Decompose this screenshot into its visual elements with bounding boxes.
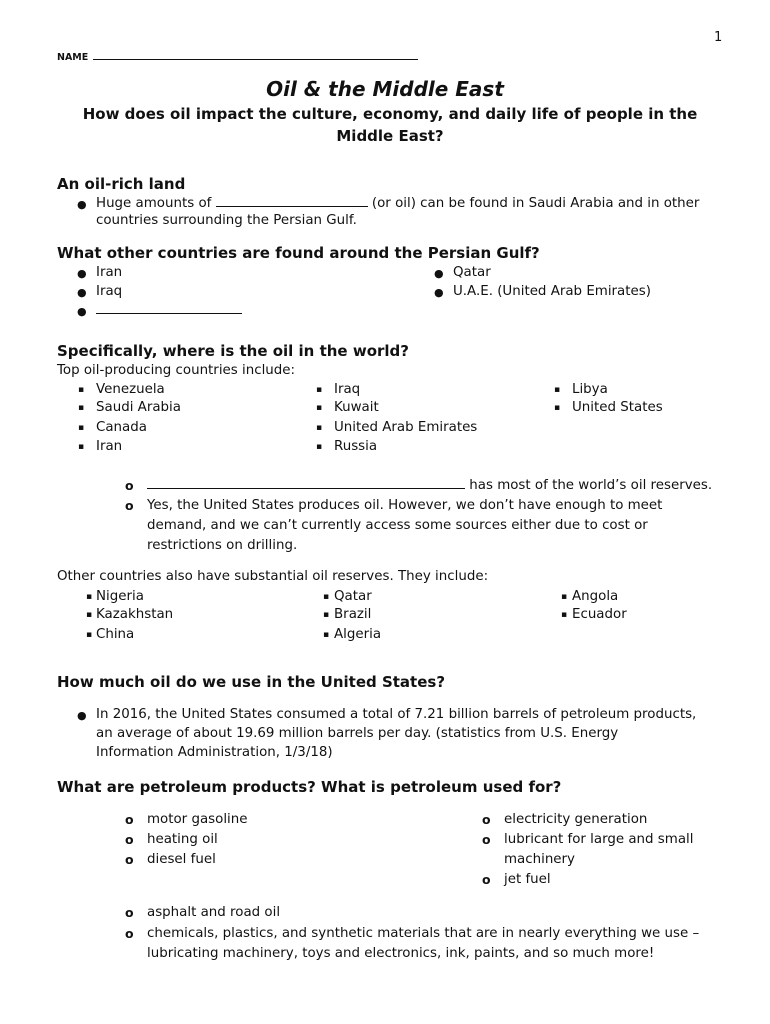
name-blank-line[interactable]: [93, 49, 418, 60]
list-item: Venezuela: [96, 382, 165, 397]
hollow-bullet-icon: o: [482, 872, 491, 887]
hollow-bullet-icon: o: [125, 478, 134, 493]
list-item: Qatar: [453, 265, 491, 280]
page-number: 1: [714, 30, 723, 45]
list-item: jet fuel: [504, 872, 551, 887]
us-oil-line-2: demand, and we can’t currently access some sources either due to cost or: [147, 518, 648, 533]
square-bullet-icon: ▪: [561, 610, 568, 620]
bullet-icon: ●: [77, 709, 87, 722]
square-bullet-icon: ▪: [78, 385, 85, 395]
hollow-bullet-icon: o: [125, 812, 134, 827]
list-item: Qatar: [334, 589, 372, 604]
oil-rich-bullet-line-1: [96, 196, 699, 211]
square-bullet-icon: ▪: [316, 403, 323, 413]
square-bullet-icon: ▪: [86, 630, 93, 640]
list-item: Iran: [96, 265, 123, 280]
list-item: Iran: [96, 439, 123, 454]
list-item: asphalt and road oil: [147, 905, 281, 920]
us-consumption-line-3: Information Administration, 1/3/18): [96, 745, 333, 760]
section-heading-persian-gulf: What other countries are found around the Persian Gulf?: [57, 244, 540, 262]
bullet-text: Huge amounts of: [96, 196, 212, 211]
list-item: Brazil: [334, 607, 372, 622]
square-bullet-icon: ▪: [316, 442, 323, 452]
list-item: electricity generation: [504, 812, 648, 827]
list-item: United Arab Emirates: [334, 420, 478, 435]
list-item: China: [96, 627, 135, 642]
list-item: lubricant for large and small: [504, 832, 694, 847]
list-item: U.A.E. (United Arab Emirates): [453, 284, 651, 299]
name-field[interactable]: [57, 49, 418, 63]
list-item-continued: lubricating machinery, toys and electronics, ink, paints, and so much more!: [147, 946, 655, 961]
section-heading-where-is-oil: Specifically, where is the oil in the world?: [57, 342, 409, 360]
list-item: Iraq: [96, 284, 123, 299]
bullet-icon: ●: [434, 286, 444, 299]
us-consumption-line-2: an average of about 19.69 million barrels per day. (statistics from U.S. Energy: [96, 726, 619, 741]
list-item: Canada: [96, 420, 147, 435]
square-bullet-icon: ▪: [323, 630, 330, 640]
list-item: Nigeria: [96, 589, 144, 604]
list-item: motor gasoline: [147, 812, 248, 827]
list-item: chemicals, plastics, and synthetic materials that are in nearly everything we use –: [147, 926, 700, 941]
fill-in-blank[interactable]: [147, 478, 465, 489]
hollow-bullet-icon: o: [482, 832, 491, 847]
list-item: heating oil: [147, 832, 218, 847]
us-oil-line-3: restrictions on drilling.: [147, 538, 298, 553]
list-item: Russia: [334, 439, 378, 454]
bullet-icon: ●: [77, 267, 87, 280]
subtitle-line-2: Middle East?: [336, 127, 444, 145]
square-bullet-icon: ▪: [316, 385, 323, 395]
hollow-bullet-icon: o: [125, 905, 134, 920]
square-bullet-icon: ▪: [316, 423, 323, 433]
square-bullet-icon: ▪: [86, 610, 93, 620]
list-item: United States: [572, 400, 663, 415]
hollow-bullet-icon: o: [125, 832, 134, 847]
square-bullet-icon: ▪: [323, 610, 330, 620]
subtitle-line-1: How does oil impact the culture, economy, and daily life of people in the: [82, 105, 698, 123]
top-producers-intro: Top oil-producing countries include:: [57, 363, 296, 378]
list-item: Libya: [572, 382, 608, 397]
section-heading-oil-rich-land: An oil-rich land: [57, 175, 186, 193]
square-bullet-icon: ▪: [78, 442, 85, 452]
oil-rich-bullet-line-2: countries surrounding the Persian Gulf.: [96, 213, 357, 228]
square-bullet-icon: ▪: [86, 592, 93, 602]
us-consumption-line-1: In 2016, the United States consumed a total of 7.21 billion barrels of petroleum products,: [96, 707, 697, 722]
square-bullet-icon: ▪: [78, 423, 85, 433]
list-item: diesel fuel: [147, 852, 216, 867]
list-item: Kazakhstan: [96, 607, 174, 622]
bullet-icon: ●: [77, 305, 87, 318]
fill-in-blank[interactable]: [216, 196, 368, 207]
section-heading-us-oil-use: How much oil do we use in the United States?: [57, 673, 446, 691]
list-item: Algeria: [334, 627, 382, 642]
fill-in-blank[interactable]: [96, 303, 242, 314]
list-item: Saudi Arabia: [96, 400, 181, 415]
square-bullet-icon: ▪: [561, 592, 568, 602]
list-item: Kuwait: [334, 400, 379, 415]
list-item: Angola: [572, 589, 619, 604]
square-bullet-icon: ▪: [78, 403, 85, 413]
page-title: Oil & the Middle East: [266, 77, 504, 101]
other-countries-intro: Other countries also have substantial oil reserves. They include:: [57, 569, 489, 584]
us-oil-line-1: Yes, the United States produces oil. However, we don’t have enough to meet: [147, 498, 663, 513]
bullet-icon: ●: [434, 267, 444, 280]
bullet-icon: ●: [77, 198, 87, 211]
list-item-continued: machinery: [504, 852, 575, 867]
oil-reserves-line: [147, 478, 712, 493]
hollow-bullet-icon: o: [125, 498, 134, 513]
hollow-bullet-icon: o: [482, 812, 491, 827]
name-label: NAME: [57, 52, 89, 63]
hollow-bullet-icon: o: [125, 926, 134, 941]
hollow-bullet-icon: o: [125, 852, 134, 867]
list-item-blank[interactable]: [96, 303, 242, 318]
list-item: Iraq: [334, 382, 361, 397]
list-item: Ecuador: [572, 607, 627, 622]
line-text: has most of the world’s oil reserves.: [469, 478, 713, 493]
square-bullet-icon: ▪: [554, 403, 561, 413]
square-bullet-icon: ▪: [323, 592, 330, 602]
section-heading-petroleum-products: What are petroleum products? What is petroleum used for?: [57, 778, 562, 796]
bullet-text: (or oil) can be found in Saudi Arabia and in other: [371, 196, 700, 211]
square-bullet-icon: ▪: [554, 385, 561, 395]
bullet-icon: ●: [77, 286, 87, 299]
